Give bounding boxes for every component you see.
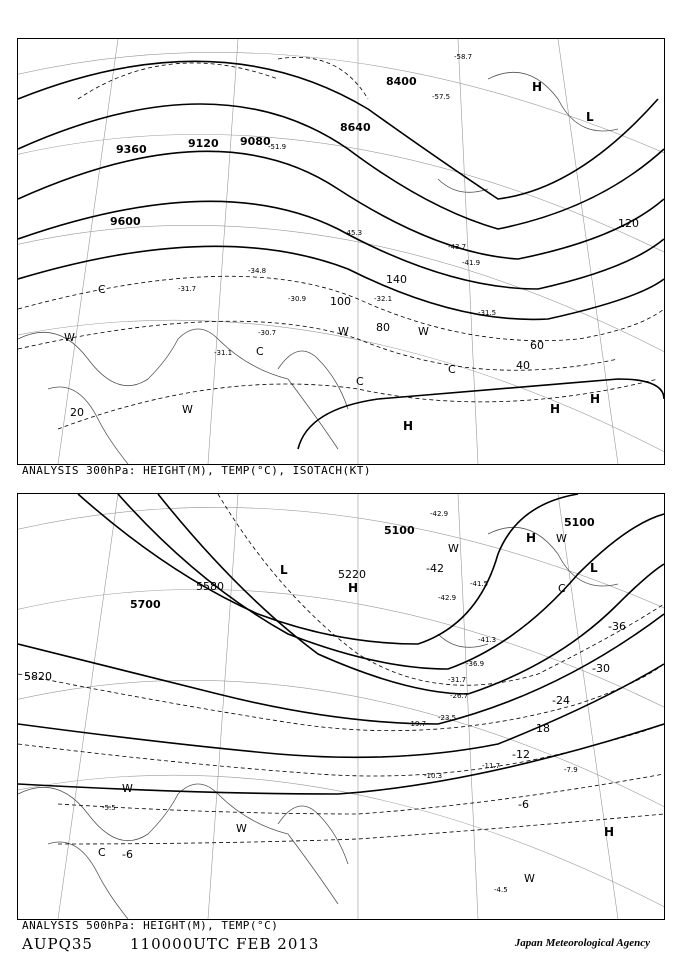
isotherm-label: -12 [512,748,530,761]
svg-text:-31.1: -31.1 [214,349,233,357]
svg-text:W: W [418,325,429,338]
svg-text:-41.3: -41.3 [478,636,497,644]
height-label: 8640 [340,121,371,134]
svg-text:C: C [98,283,106,296]
svg-text:-43.7: -43.7 [448,243,467,251]
height-label: 5820 [24,670,52,683]
svg-text:W: W [182,403,193,416]
high-center: H [590,392,601,406]
svg-text:-57.5: -57.5 [432,93,451,101]
low-center: L [280,563,288,577]
svg-text:C: C [356,375,364,388]
svg-text:W: W [338,325,349,338]
map-300hpa-chart [18,39,664,464]
svg-text:-41.5: -41.5 [470,580,489,588]
svg-text:-30.7: -30.7 [258,329,277,337]
map-panel-300hpa [17,38,665,465]
map-panel-500hpa [17,493,665,920]
isotach-label: 40 [516,359,530,372]
graticule [18,39,664,464]
height-label: 9120 [188,137,219,150]
height-label: 9080 [240,135,271,148]
svg-text:-31.7: -31.7 [178,285,197,293]
isotach-label: 20 [70,406,84,419]
svg-text:-4.5: -4.5 [494,886,508,894]
svg-text:-10.3: -10.3 [424,772,443,780]
svg-text:C: C [98,846,106,859]
svg-text:-19.7: -19.7 [408,720,427,728]
isotherm-label: -24 [552,694,570,707]
high-center: H [604,825,615,839]
svg-text:C: C [448,363,456,376]
panel-caption-500hpa: ANALYSIS 500hPa: HEIGHT(M), TEMP(°C) [22,919,279,932]
low-center: L [590,561,598,575]
isotach-label: 120 [618,217,639,230]
svg-text:-41.9: -41.9 [462,259,481,267]
svg-text:-34.8: -34.8 [248,267,267,275]
isotach-label: 60 [530,339,544,352]
temperature-samples [178,53,496,357]
svg-text:W: W [448,542,459,555]
isotherm-label: -6 [122,848,133,861]
pressure-centers [280,531,614,839]
height-label: 5580 [196,580,224,593]
svg-text:W: W [236,822,247,835]
high-center: H [526,531,537,545]
high-center: H [348,581,359,595]
svg-text:-30.9: -30.9 [288,295,307,303]
isotherm-label: -36 [608,620,626,633]
isotherm-label: -18 [532,722,550,735]
pressure-centers [403,80,600,433]
svg-text:-31.5: -31.5 [478,309,497,317]
height-label: 5700 [130,598,161,611]
isotach-label: 100 [330,295,351,308]
svg-text:C: C [558,582,566,595]
agency-credit: Japan Meteorological Agency [514,937,650,949]
product-code: AUPQ35 [22,935,93,953]
svg-text:-31.7: -31.7 [448,676,467,684]
height-label: 8400 [386,75,417,88]
svg-text:-7.9: -7.9 [564,766,578,774]
svg-text:C: C [256,345,264,358]
svg-text:-36.9: -36.9 [466,660,485,668]
valid-time: 110000UTC FEB 2013 [130,935,320,953]
map-500hpa-chart [18,494,664,919]
svg-text:-42.9: -42.9 [430,510,449,518]
isotherm-label: -6 [518,798,529,811]
height-label: 9360 [116,143,147,156]
svg-text:W: W [524,872,535,885]
high-center: H [403,419,414,433]
height-label: 5100 [564,516,595,529]
svg-text:-26.7: -26.7 [450,692,469,700]
high-center: H [532,80,543,94]
low-center: L [586,110,594,124]
svg-text:-23.5: -23.5 [438,714,457,722]
svg-text:W: W [64,331,75,344]
svg-text:W: W [556,532,567,545]
svg-text:-45.3: -45.3 [344,229,363,237]
contour-labels [70,75,639,419]
isotach-label: 140 [386,273,407,286]
isotherm-label: -30 [592,662,610,675]
svg-text:W: W [122,782,133,795]
height-contours [18,494,664,794]
svg-text:-32.1: -32.1 [374,295,393,303]
svg-text:-11.7: -11.7 [482,762,501,770]
isotherm-label: -42 [426,562,444,575]
svg-text:-5.5: -5.5 [102,804,116,812]
isotach-label: 80 [376,321,390,334]
svg-text:-58.7: -58.7 [454,53,473,61]
panel-caption-300hpa: ANALYSIS 300hPa: HEIGHT(M), TEMP(°C), ISOTACH(KT) [22,464,372,477]
height-label: 5220 [338,568,366,581]
svg-text:-51.9: -51.9 [268,143,287,151]
svg-text:-42.9: -42.9 [438,594,457,602]
high-center: H [550,402,561,416]
height-label: 5100 [384,524,415,537]
coastlines [18,527,618,919]
height-label: 9600 [110,215,141,228]
